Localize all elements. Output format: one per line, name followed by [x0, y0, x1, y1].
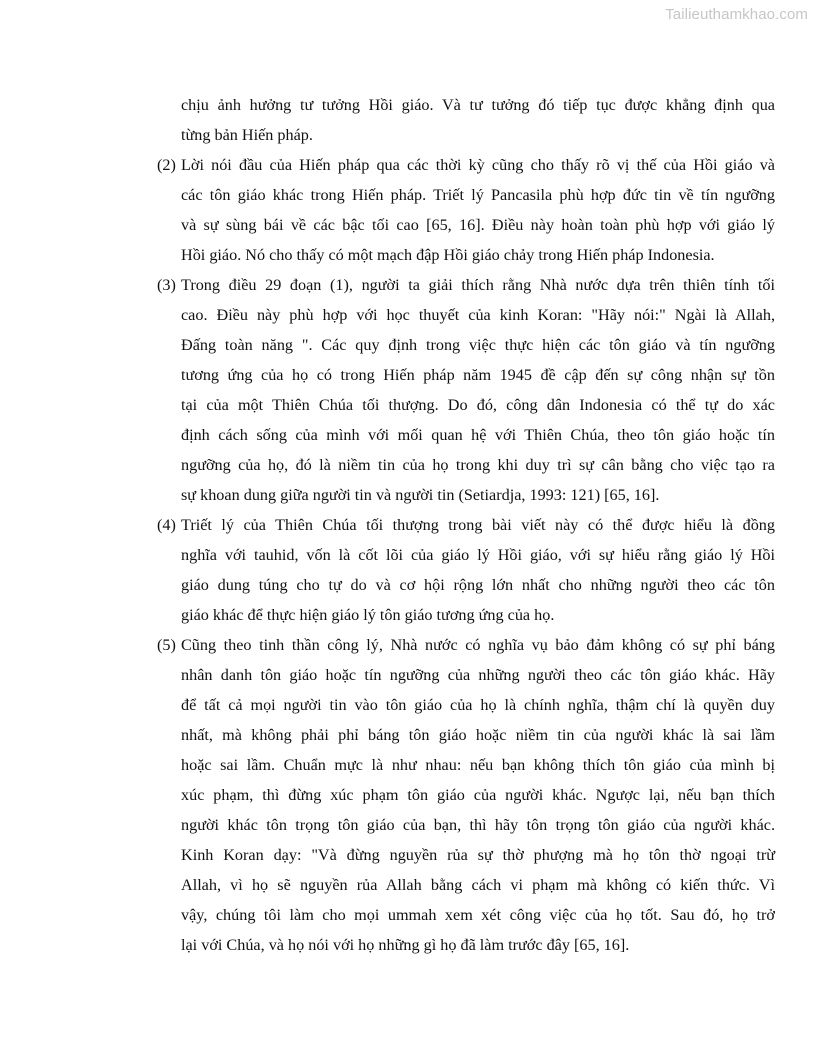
intro-line-1: chịu ảnh hưởng tư tưởng Hồi giáo. Và tư tưởng đó tiếp tục được khẳng định qua [181, 96, 775, 114]
item-5-line-5: hoặc sai lầm. Chuẩn mực là như nhau: nếu bạn không thích tôn giáo của mình bị [181, 756, 775, 774]
item-3-line-5: tại của một Thiên Chúa tối thượng. Do đó, công dân Indonesia có thể tự do xác [181, 396, 775, 414]
item-4-line-3: giáo dung túng cho tự do và cơ hội rộng lớn nhất cho những người theo các tôn [181, 576, 775, 594]
item-4-line-4: giáo khác để thực hiện giáo lý tôn giáo tương ứng của họ. [181, 606, 555, 624]
item-5-line-1: Cũng theo tinh thần công lý, Nhà nước có nghĩa vụ bảo đảm không có sự phỉ báng [181, 636, 775, 654]
intro-line-2: từng bản Hiến pháp. [181, 126, 313, 144]
item-5-line-4: nhất, mà không phải phỉ báng tôn giáo hoặc niềm tin của người khác là sai lầm [181, 726, 775, 744]
item-5-line-8: Kinh Koran dạy: "Và đừng nguyền rủa sự thờ phượng mà họ tôn thờ ngoại trừ [181, 846, 775, 864]
item-3-number: (3) [157, 276, 176, 294]
item-5-line-11: lại với Chúa, và họ nói với họ những gì họ đã làm trước đây [65, 16]. [181, 936, 630, 954]
item-2-line-1: Lời nói đầu của Hiến pháp qua các thời kỳ cũng cho thấy rõ vị thế của Hồi giáo và [181, 156, 775, 174]
item-3-line-3: Đấng toàn năng ". Các quy định trong việc thực hiện các tôn giáo và tín ngưỡng [181, 336, 775, 354]
item-5-line-2: nhân danh tôn giáo hoặc tín ngưỡng của những người theo các tôn giáo khác. Hãy [181, 666, 775, 684]
item-4-line-1: Triết lý của Thiên Chúa tối thượng trong bài viết này có thể được hiểu là đồng [181, 516, 775, 534]
item-3-line-7: ngưỡng của họ, đó là niềm tin của họ trong khi duy trì sự cân bằng cho việc tạo ra [181, 456, 775, 474]
item-3-line-1: Trong điều 29 đoạn (1), người ta giải thích rằng Nhà nước dựa trên thiên tính tối [181, 276, 775, 294]
item-5-line-10: vậy, chúng tôi làm cho mọi ummah xem xét công việc của họ tốt. Sau đó, họ trở [181, 906, 775, 924]
item-3-line-2: cao. Điều này phù hợp với học thuyết của kinh Koran: "Hãy nói:" Ngài là Allah, [181, 306, 775, 324]
item-5-line-3: để tất cả mọi người tin vào tôn giáo của họ là chính nghĩa, thậm chí là quyền duy [181, 696, 775, 714]
item-3-line-6: định cách sống của mình với mối quan hệ với Thiên Chúa, theo tôn giáo hoặc tín [181, 426, 775, 444]
item-4-number: (4) [157, 516, 176, 534]
item-5-line-7: người khác tôn trọng tôn giáo của bạn, thì hãy tôn trọng tôn giáo của người khác. [181, 816, 775, 834]
item-3-line-4: tương ứng của họ có trong Hiến pháp năm 1945 đề cập đến sự công nhận sự tồn [181, 366, 775, 384]
item-2-line-3: và sự sùng bái về các bậc tối cao [65, 16]. Điều này hoàn toàn phù hợp với giáo lý [181, 216, 775, 234]
item-3-line-8: sự khoan dung giữa người tin và người tin (Setiardja, 1993: 121) [65, 16]. [181, 486, 660, 504]
item-2-line-4: Hồi giáo. Nó cho thấy có một mạch đập Hồi giáo chảy trong Hiến pháp Indonesia. [181, 246, 715, 264]
item-2-line-2: các tôn giáo khác trong Hiến pháp. Triết lý Pancasila phù hợp đức tin về tín ngưỡng [181, 186, 775, 204]
item-2-number: (2) [157, 156, 176, 174]
item-5-line-9: Allah, vì họ sẽ nguyền rủa Allah bằng cách vi phạm mà không có kiến thức. Vì [181, 876, 775, 894]
site-watermark: Tailieuthamkhao.com [665, 6, 808, 23]
item-5-line-6: xúc phạm, thì đừng xúc phạm tôn giáo của người khác. Ngược lại, nếu bạn thích [181, 786, 775, 804]
item-5-number: (5) [157, 636, 176, 654]
item-4-line-2: nghĩa với tauhid, vốn là cốt lõi của giáo lý Hồi giáo, với sự hiểu rằng giáo lý Hồi [181, 546, 775, 564]
